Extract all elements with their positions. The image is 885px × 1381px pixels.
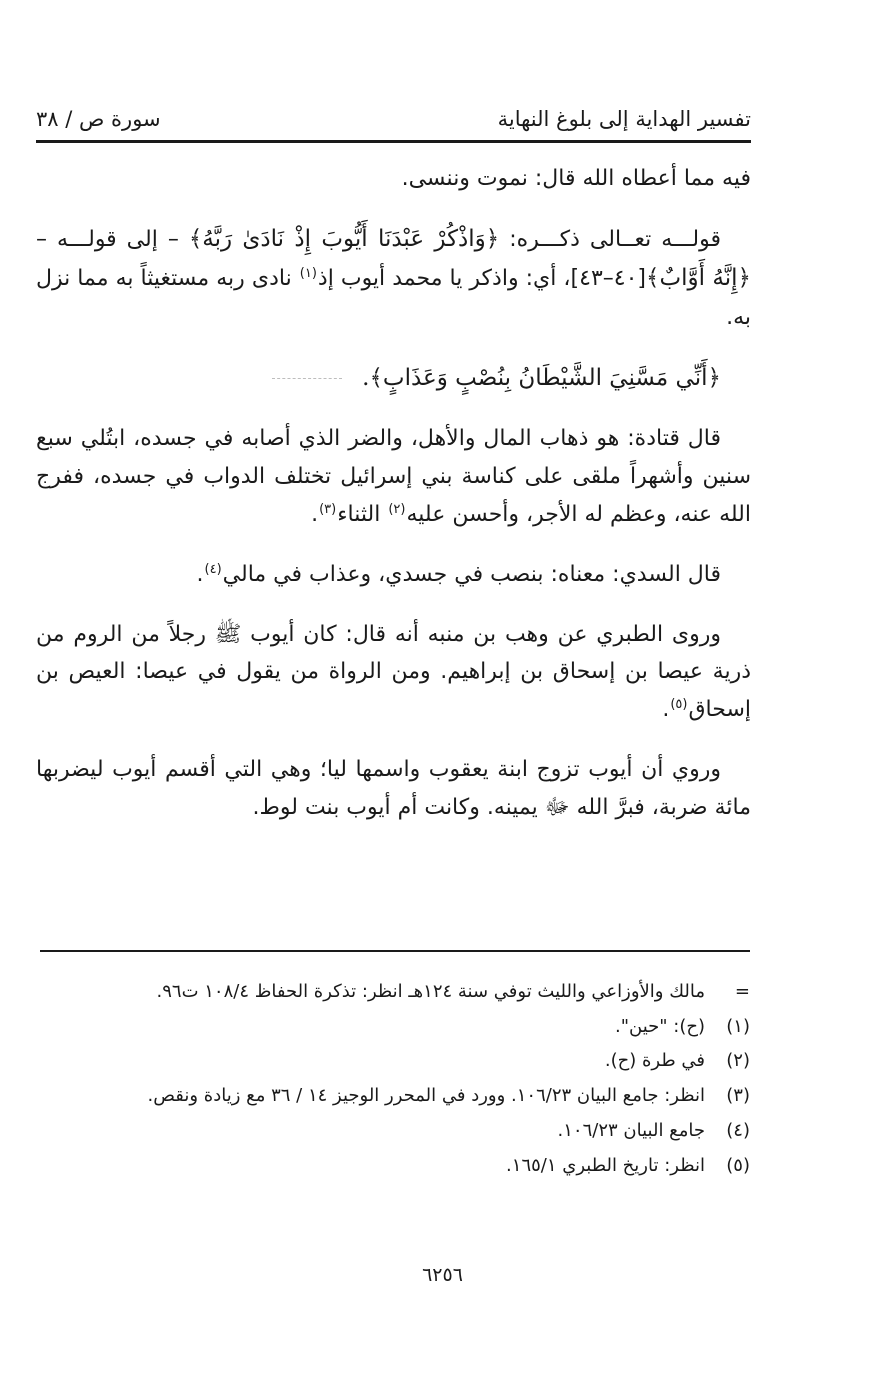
footnote-ref-3: (٣): [319, 501, 337, 517]
footnote-5: [40, 1149, 750, 1184]
paragraph-7: وروي أن أيوب تزوج ابنة يعقوب واسمها ليا؛ وهي التي أقسم أيوب ليضربها مائة ضربة، فبرَّ الله ﷻ يمينه. وكانت أم أيوب بنت لوط.: [36, 757, 751, 820]
main-text: [36, 160, 751, 827]
surah-page-label: سورة ص / ٣٨: [36, 106, 161, 131]
p6-text: وروى الطبري عن وهب بن منبه أنه قال: كان أيوب ﷺ رجلاً من الروم من ذرية عيصا بن إسحاق بن إبراهيم. ومن الرواة من يقول في عيصا: العيص بن إسحاق: [36, 621, 751, 723]
footnote-4: [40, 1114, 750, 1149]
paragraph-5: [36, 556, 751, 594]
paragraph-4: [36, 420, 751, 533]
footnote-1: [40, 1010, 750, 1045]
footnote-continued: [40, 975, 750, 1010]
p6-end: .: [662, 697, 670, 723]
footnote-number: (١): [726, 1015, 750, 1037]
quran-verse-3: ﴿أَنِّي مَسَّنِيَ الشَّيْطَانُ بِنُصْبٍ وَعَذَابٍ﴾.: [362, 364, 721, 391]
footnote-number: (٥): [726, 1154, 750, 1176]
page-number: ٦٢٥٦: [422, 1264, 463, 1286]
footnote-ref-1: (١): [299, 266, 317, 282]
p2-mid: – إلى قولـــه –: [36, 226, 189, 252]
p2-end: نادى ربه مستغيثاً به مما نزل به.: [36, 266, 751, 330]
footnotes: [40, 975, 750, 1183]
paragraph-6: [36, 616, 751, 729]
book-title: تفسير الهداية إلى بلوغ النهاية: [497, 106, 751, 131]
footnote-text: جامع البيان ١٠٦/٢٣.: [557, 1119, 705, 1141]
p4-end: .: [311, 501, 319, 527]
footnote-2: [40, 1044, 750, 1079]
footnote-text: انظر: جامع البيان ١٠٦/٢٣. وورد في المحرر الوجيز ١٤ / ٣٦ مع زيادة ونقص.: [147, 1085, 705, 1107]
footnote-number: (٤): [726, 1119, 750, 1141]
p5-end: .: [196, 561, 204, 587]
footnote-ref-2: (٢): [388, 501, 406, 517]
quran-verse-1: ﴿وَاذْكُرْ عَبْدَنَا أَيُّوبَ إِذْ نَادَىٰ رَبَّهُ﴾: [188, 225, 500, 252]
footnote-3: [40, 1079, 750, 1114]
footnote-ref-5: (٥): [670, 697, 688, 713]
running-header: [36, 92, 751, 132]
footnote-number: (٣): [726, 1085, 750, 1107]
footnote-text: انظر: تاريخ الطبري ١٦٥/١.: [506, 1154, 705, 1176]
footnote-text: (ح): "حين".: [615, 1015, 705, 1037]
p2-intro: قولـــه تعــالى ذكـــره:: [499, 226, 721, 252]
p5-text: قال السدي: معناه: بنصب في جسدي، وعذاب في مالي: [222, 561, 721, 587]
footnote-ref-4: (٤): [204, 561, 222, 577]
footnote-divider: [40, 950, 750, 952]
footnote-text: في طرة (ح).: [604, 1050, 705, 1072]
paragraph-1: فيه مما أعطاه الله قال: نموت وننسى.: [401, 166, 751, 191]
paragraph-2: [36, 220, 751, 337]
p4-text: قال قتادة: هو ذهاب المال والأهل، والضر الذي أصابه في جسده، ابتُلي سبع سنين وأشهراً ملقى على كناسة بني إسرائيل تختلف الدواب في جسده، ففرج الله عنه، وعظم له الأجر، وأحسن عليه: [36, 426, 751, 527]
header-divider: [36, 140, 751, 143]
p2-after: [٤٠–٤٣]، أي: واذكر يا محمد أيوب إذ: [317, 266, 646, 292]
footnote-number: =: [734, 981, 750, 1002]
verse-dashed-line: [272, 378, 342, 379]
footnote-text: مالك والأوزاعي والليث توفي سنة ١٢٤هـ انظر: تذكرة الحفاظ ١٠٨/٤ ت٩٦.: [156, 981, 705, 1002]
footnote-number: (٢): [726, 1050, 750, 1072]
p4-mid: الثناء: [337, 501, 388, 527]
paragraph-3: [36, 359, 751, 399]
quran-verse-2: ﴿إِنَّهُ أَوَّابٌ﴾: [646, 265, 751, 292]
